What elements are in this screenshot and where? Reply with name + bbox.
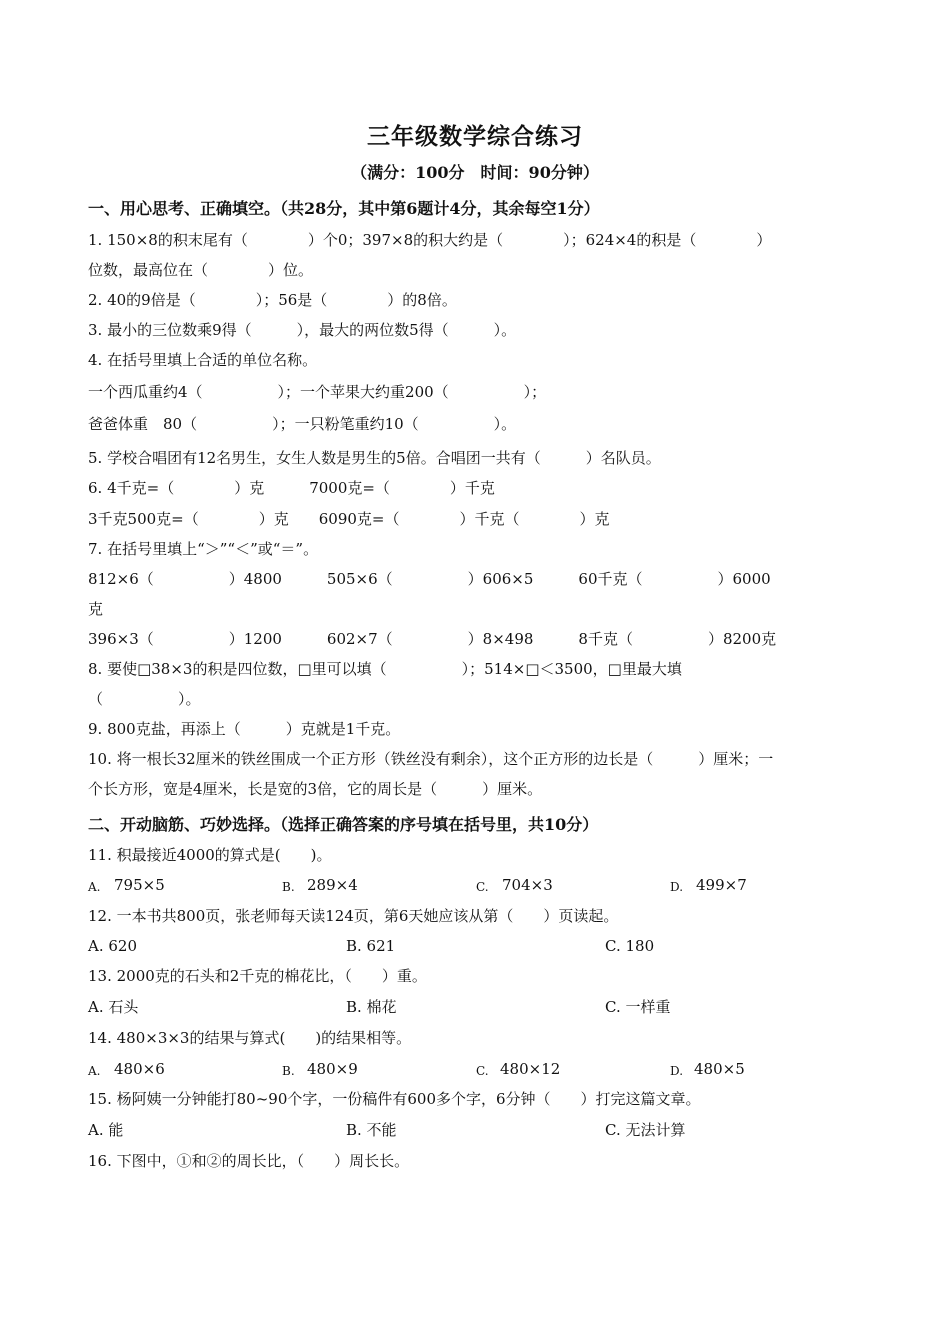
question-7-line-3: 克: [88, 600, 104, 618]
section-1-heading: 一、用心思考、正确填空。（共28分，其中第6题计4分，其余每空1分）: [88, 199, 600, 218]
section-2-heading: 二、开动脑筋、巧妙选择。（选择正确答案的序号填在括号里，共10分）: [88, 815, 599, 834]
question-4: 4. 在括号里填上合适的单位名称。: [88, 351, 318, 369]
q14-option-c: 480×12: [500, 1060, 561, 1078]
question-10: 10. 将一根长32厘米的铁丝围成一个正方形（铁丝没有剩余），这个正方形的边长是（ ）厘米；一: [88, 750, 774, 768]
page-subtitle: （满分：100分 时间：90分钟）: [351, 163, 599, 182]
q15-option-c: C. 无法计算: [605, 1121, 686, 1139]
page-title: 三年级数学综合练习: [367, 123, 583, 150]
question-13: 13. 2000克的石头和2千克的棉花比，（ ）重。: [88, 967, 427, 985]
question-11: 11. 积最接近4000的算式是( )。: [88, 846, 332, 864]
q12-option-c: C. 180: [605, 937, 655, 955]
question-8: 8. 要使□38×3的积是四位数，□里可以填（ ）；514×□＜3500，□里最大填: [88, 660, 682, 678]
question-7-line-4: 396×3（ ）1200 602×7（ ）8×498 8千克（ ）8200克: [88, 630, 777, 648]
question-7-line-2: 812×6（ ）4800 505×6（ ）606×5 60千克（ ）6000: [88, 570, 771, 588]
question-6-line-2: 3千克500克=（ ）克 6090克=（ ）千克（ ）克: [88, 510, 610, 528]
q15-option-b: B. 不能: [346, 1121, 397, 1139]
question-2: 2. 40的9倍是（ ）；56是（ ）的8倍。: [88, 291, 457, 309]
q15-option-a: A. 能: [88, 1121, 124, 1139]
q11-option-a-letter: A.: [88, 880, 101, 894]
question-16: 16. 下图中，①和②的周长比，（ ）周长长。: [88, 1152, 410, 1170]
q12-option-a: A. 620: [88, 937, 137, 955]
q14-option-a: 480×6: [114, 1060, 165, 1078]
q13-option-b: B. 棉花: [346, 998, 397, 1016]
q13-option-c: C. 一样重: [605, 998, 671, 1016]
q14-option-b: 480×9: [307, 1060, 358, 1078]
question-1-line-1: 1. 150×8的积末尾有（ ）个0；397×8的积大约是（ ）；624×4的积是（ ）: [88, 231, 772, 249]
question-10-line-2: 个长方形，宽是4厘米，长是宽的3倍，它的周长是（ ）厘米。: [88, 780, 543, 798]
question-7: 7. 在括号里填上“＞”“＜”或“＝”。: [88, 540, 319, 558]
question-9: 9. 800克盐，再添上（ ）克就是1千克。: [88, 720, 401, 738]
question-12: 12. 一本书共800页，张老师每天读124页，第6天她应该从第（ ）页读起。: [88, 907, 619, 925]
question-4-line-2: 一个西瓜重约4（ ）；一个苹果大约重200（ ）；: [88, 383, 547, 401]
q14-option-a-letter: A.: [88, 1064, 101, 1078]
question-4-line-3: 爸爸体重 80（ ）；一只粉笔重约10（ ）。: [88, 415, 517, 433]
q14-option-c-letter: C.: [476, 1064, 489, 1078]
q14-option-b-letter: B.: [282, 1064, 295, 1078]
q11-option-a: 795×5: [114, 876, 165, 894]
q13-option-a: A. 石头: [88, 998, 139, 1016]
q14-option-d-letter: D.: [670, 1064, 684, 1078]
q12-option-b: B. 621: [346, 937, 396, 955]
question-8-line-2: （ ）。: [88, 690, 201, 708]
q11-option-d: 499×7: [696, 876, 747, 894]
question-14: 14. 480×3×3的结果与算式( )的结果相等。: [88, 1029, 412, 1047]
question-6: 6. 4千克=（ ）克 7000克=（ ）千克: [88, 479, 495, 497]
q11-option-c-letter: C.: [476, 880, 489, 894]
q11-option-c: 704×3: [502, 876, 553, 894]
question-1-line-2: 位数，最高位在（ ）位。: [88, 261, 314, 279]
q14-option-d: 480×5: [694, 1060, 745, 1078]
q11-option-d-letter: D.: [670, 880, 684, 894]
q11-option-b: 289×4: [307, 876, 358, 894]
q11-option-b-letter: B.: [282, 880, 295, 894]
question-5: 5. 学校合唱团有12名男生，女生人数是男生的5倍。合唱团一共有（ ）名队员。: [88, 449, 661, 467]
question-3: 3. 最小的三位数乘9得（ ），最大的两位数5得（ ）。: [88, 321, 517, 339]
question-15: 15. 杨阿姨一分钟能打80~90个字，一份稿件有600多个字，6分钟（ ）打完这篇文章。: [88, 1090, 701, 1108]
